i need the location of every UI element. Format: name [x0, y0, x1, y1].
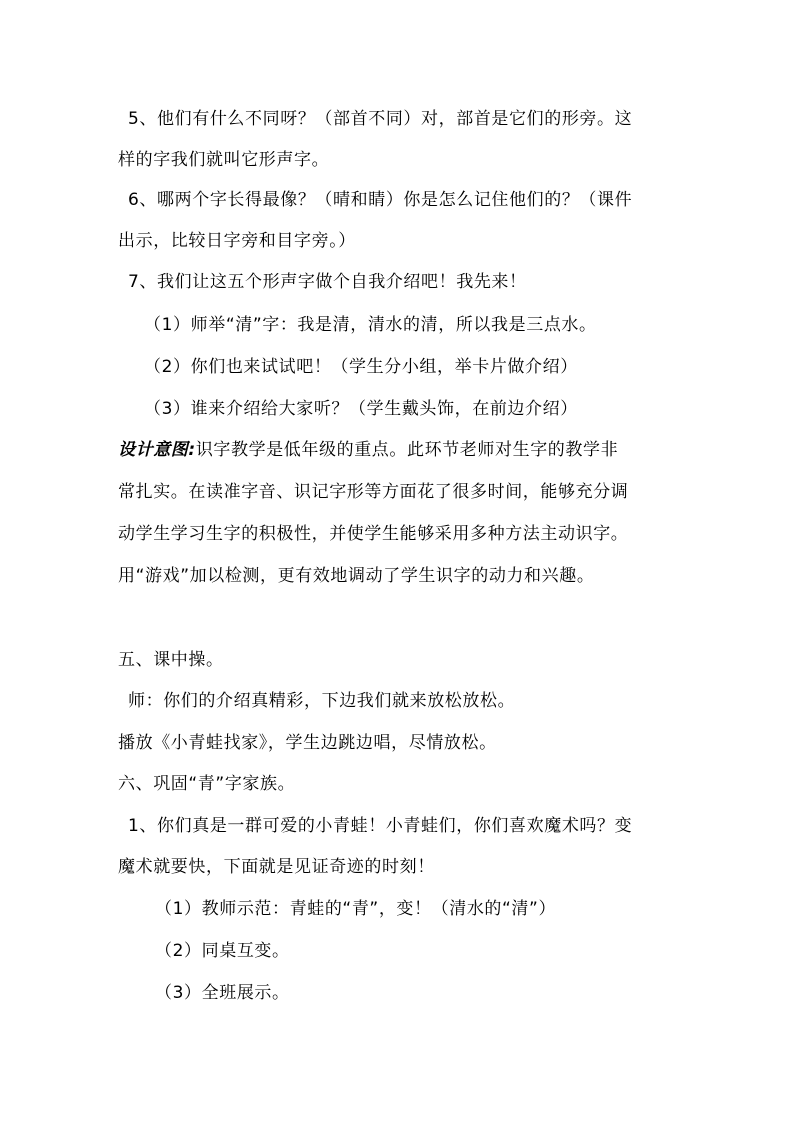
paragraph-line: 播放《小青蛙找家》，学生边跳边唱，尽情放松。 — [118, 733, 497, 753]
sub-item-line: （3）全班展示。 — [155, 983, 290, 1003]
paragraph-line: 动学生学习生字的积极性，并使学生能够采用多种方法主动识字。 — [118, 524, 629, 544]
sub-item-line: （2）你们也来试试吧！（学生分小组，举卡片做介绍） — [144, 357, 578, 377]
paragraph-line: 6、哪两个字长得最像？（晴和睛）你是怎么记住他们的？（课件 — [128, 190, 633, 210]
sub-item-line: （3）谁来介绍给大家听？（学生戴头饰，在前边介绍） — [144, 399, 578, 419]
paragraph-line: 常扎实。在读准字音、识记字形等方面花了很多时间，能够充分调 — [118, 482, 629, 502]
paragraph-line: 师：你们的介绍真精彩，下边我们就来放松放松。 — [128, 691, 516, 711]
paragraph-line: 出示，比较日字旁和目字旁。） — [118, 231, 356, 251]
sub-item-line: （1）师举“清”字：我是清，清水的清，所以我是三点水。 — [144, 315, 597, 335]
design-intent-text: 识字教学是低年级的重点。此环节老师对生字的教学非 — [195, 440, 619, 460]
design-intent-line — [118, 438, 618, 462]
paragraph-line: 5、他们有什么不同呀？（部首不同）对，部首是它们的形旁。这 — [128, 109, 633, 129]
section-heading: 五、课中操。 — [118, 650, 224, 670]
paragraph-line: 7、我们让这五个形声字做个自我介绍吧！我先来！ — [128, 272, 527, 292]
design-intent-label: 设计意图: — [118, 440, 196, 460]
sub-item-line: （2）同桌互变。 — [155, 941, 290, 961]
sub-item-line: （1）教师示范：青蛙的“青”，变！（清水的“清”） — [155, 899, 557, 919]
section-heading: 六、巩固“青”字家族。 — [118, 774, 296, 794]
paragraph-line: 1、你们真是一群可爱的小青蛙！小青蛙们，你们喜欢魔术吗？变 — [128, 816, 633, 836]
paragraph-line: 魔术就要快，下面就是见证奇迹的时刻！ — [118, 857, 435, 877]
paragraph-line: 用“游戏”加以检测，更有效地调动了学生识字的动力和兴趣。 — [118, 566, 595, 586]
paragraph-line: 样的字我们就叫它形声字。 — [118, 150, 330, 170]
